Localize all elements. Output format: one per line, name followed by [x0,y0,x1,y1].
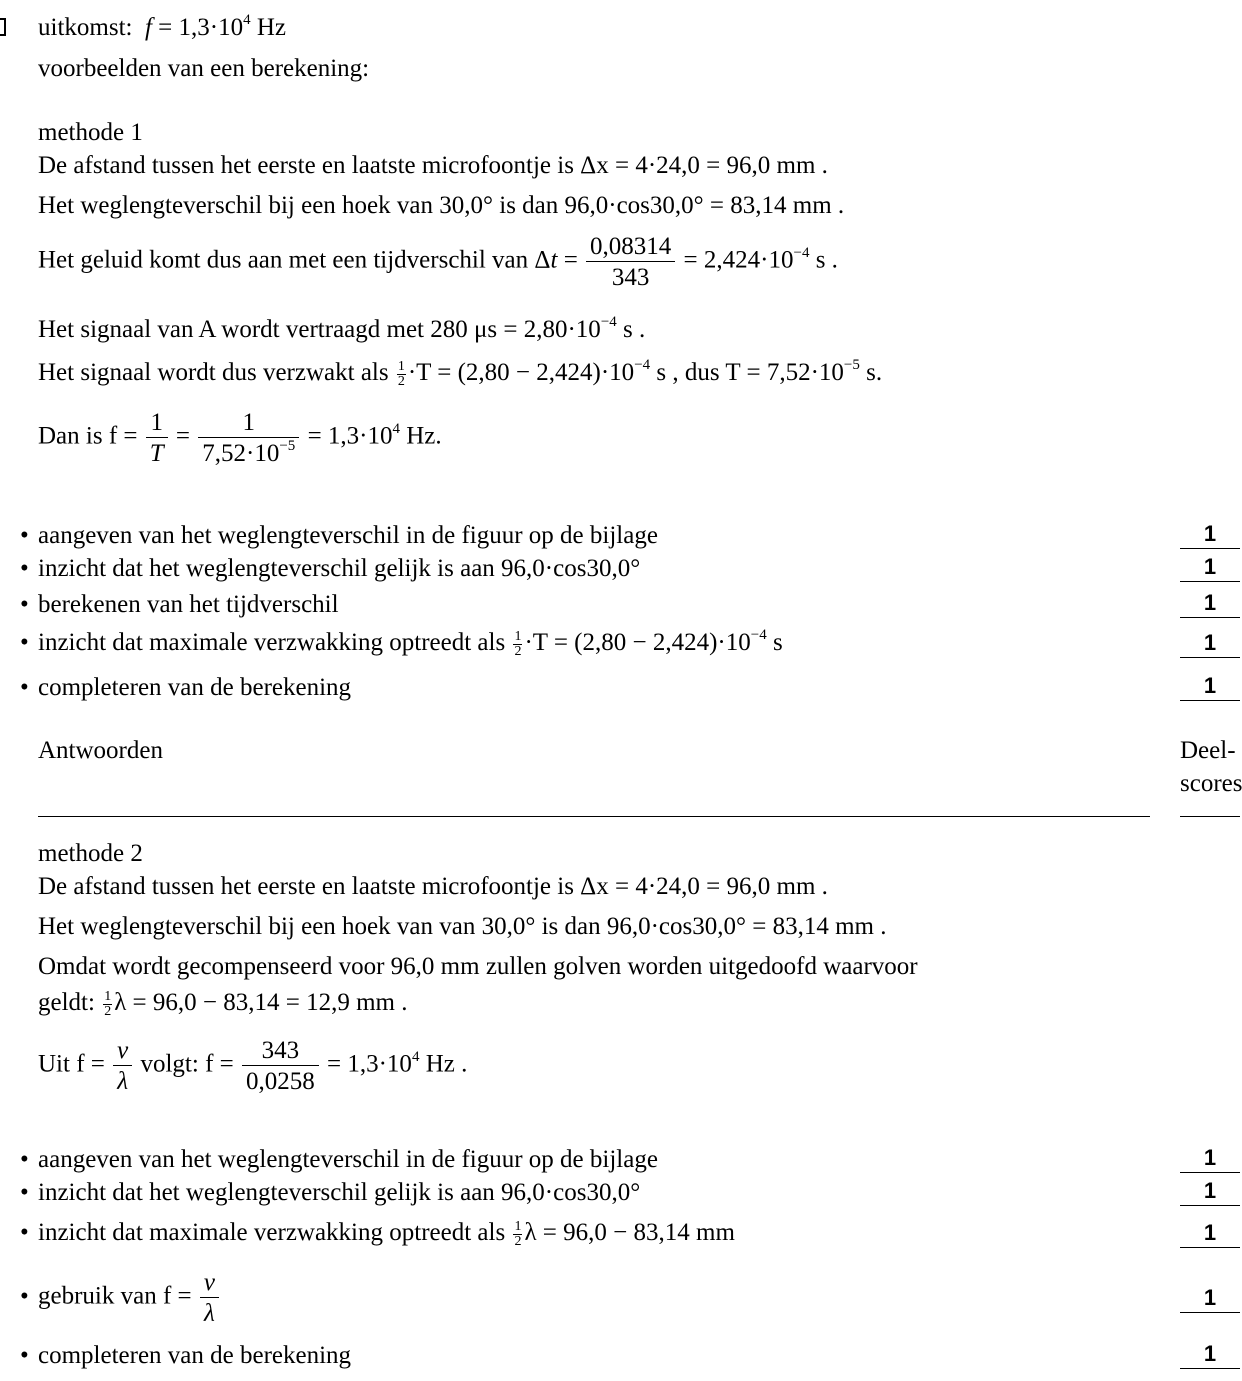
method2-line2: Het weglengteverschil bij een hoek van van 30,0° is dan 96,0·cos30,0° = 83,14 mm . [38,913,887,940]
criterion-item: • gebruik van f = $\frac{v}{\lambda}$ [20,1270,221,1326]
method1-line2: Het weglengteverschil bij een hoek van 30,0° is dan 96,0·cos30,0° = 83,14 mm . [38,192,845,219]
method1-line5: Het signaal wordt dus verzwakt als $\frac{1}{2}$ $\cdot T = (2,80 - 2,424)\cdot 10^{-4}$ s , dus $T = 7,52\cdot 10^{-5}$ s. [38,357,883,389]
criterion-item: • inzicht dat maximale verzwakking optreedt als $\frac{1}{2}$ $\cdot T = (2,80 - 2,424)\cdot 10^{-4}$ s [20,627,783,659]
criterion-item: • completeren van de berekening [20,674,352,701]
outcome-unit: Hz [256,14,287,41]
half-fraction: $\frac{1}{2}$ [514,629,522,659]
score-label-1: Deel- [1180,737,1236,764]
score-value: 1 [1180,1287,1240,1313]
half-fraction: $\frac{1}{2}$ [397,359,405,389]
fraction: $\frac{0,08314}{343}$ [586,234,675,290]
method1-line6: Dan is f = $\frac{1}{T}$ = $\frac{1}{7,52\cdot 10^{-5}}$ = $1,3\cdot 10^4$ Hz. [38,409,442,467]
divider [1180,816,1240,817]
method1-line1: De afstand tussen het eerste en laatste microfoontje is Δx = 4·24,0 = 96,0 mm . [38,152,828,179]
criterion-item: • aangeven van het weglengteverschil in de figuur op de bijlage [20,1146,658,1173]
method1-line4: Het signaal van A wordt vertraagd met 280 $\mu s = 2,80\cdot 10^{-4}$ s . [38,314,646,343]
outcome-var: f [144,14,152,41]
score-value: 1 [1180,523,1240,549]
checkbox-icon [0,18,6,36]
method2-line5: Uit f = $\frac{v}{\lambda}$ volgt: f = $\frac{343}{0,0258}$ = $1,3\cdot 10^4$ Hz . [38,1037,468,1095]
method2-title: methode 2 [38,840,143,867]
score-label-2: scores [1180,770,1242,797]
method1-line3: Het geluid komt dus aan met een tijdverschil van Δt = $\frac{0,08314}{343}$ = $2,424\cdot 10^{-4}$ s . [38,233,838,291]
examples-intro: voorbeelden van een berekening: [38,55,370,82]
criterion-item: • aangeven van het weglengteverschil in de figuur op de bijlage [20,522,658,549]
criterion-item: • inzicht dat het weglengteverschil gelijk is aan 96,0·cos30,0° [20,555,641,582]
outcome-line [38,12,287,41]
answers-label: Antwoorden [38,737,163,764]
score-value: 1 [1180,675,1240,701]
method2-line1: De afstand tussen het eerste en laatste microfoontje is Δx = 4·24,0 = 96,0 mm . [38,873,828,900]
outcome-value: = 1,3·10 [158,14,244,41]
score-value: 1 [1180,1147,1240,1173]
half-fraction: $\frac{1}{2}$ [514,1219,522,1249]
divider [38,816,1150,817]
score-value: 1 [1180,632,1240,658]
score-value: 1 [1180,592,1240,618]
score-value: 1 [1180,1222,1240,1248]
score-value: 1 [1180,1343,1240,1369]
method2-line3: Omdat wordt gecompenseerd voor 96,0 mm zullen golven worden uitgedoofd waarvoor [38,953,918,980]
outcome-exp: 4 [243,12,251,28]
method2-line4: geldt: $\frac{1}{2}$ λ = 96,0 − 83,14 = 12,9 mm . [38,989,408,1019]
score-value: 1 [1180,1180,1240,1206]
score-value: 1 [1180,556,1240,582]
method1-title: methode 1 [38,119,143,146]
outcome-label: uitkomst: [38,14,133,41]
criterion-item: • completeren van de berekening [20,1342,352,1369]
criterion-item: • berekenen van het tijdverschil [20,591,339,618]
criterion-item: • inzicht dat maximale verzwakking optreedt als $\frac{1}{2}$ λ = 96,0 − 83,14 mm [20,1219,735,1249]
criterion-item: • inzicht dat het weglengteverschil gelijk is aan 96,0·cos30,0° [20,1179,641,1206]
half-fraction: $\frac{1}{2}$ [104,989,112,1019]
